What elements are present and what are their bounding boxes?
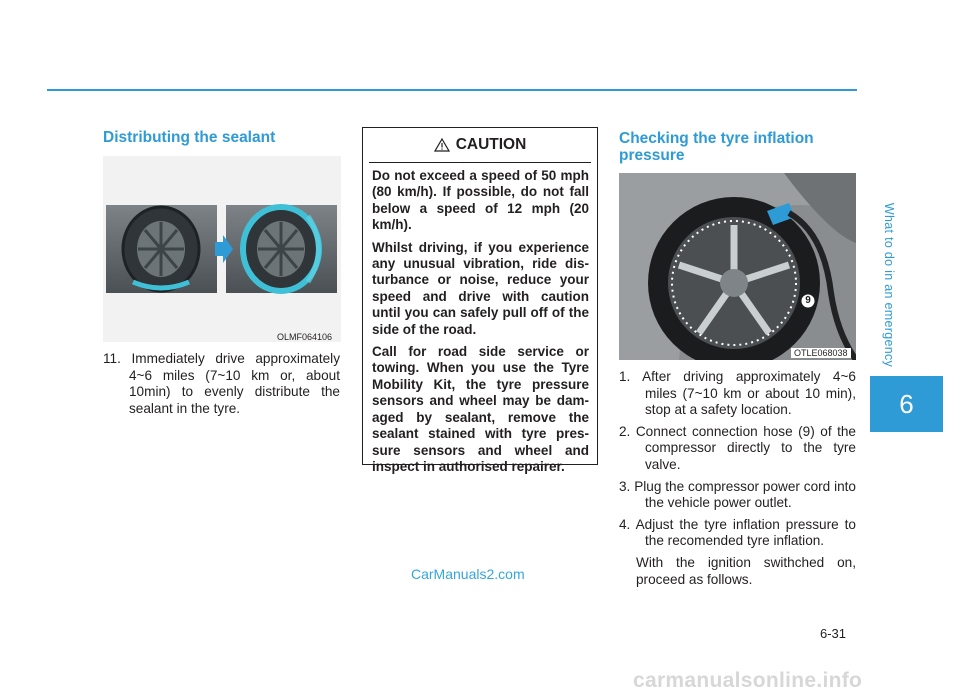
left-steps: [103, 351, 340, 422]
heading-checking-pressure: Checking the tyre inflation pressure: [619, 130, 814, 164]
caution-paragraph: Whilst driving, if you experience any unusual vibration, ride dis-turbance or noise, reduce your speed and drive with caution until you can safely pull off of the side of the road.: [372, 239, 589, 337]
figure-code: OTLE068038: [791, 348, 851, 358]
step-11: 11. Immediately drive approximately 4~6 miles (7~10 km or, about 10min) to evenly distribute the sealant in the tyre.: [103, 351, 340, 416]
caution-header: [369, 128, 591, 163]
step-3: 3. Plug the compressor power cord into the vehicle power outlet.: [619, 478, 856, 511]
caution-paragraph: Do not exceed a speed of 50 mph (80 km/h). If possible, do not fall below a speed of 12 mph (20 km/h).: [372, 168, 589, 233]
step-2: 2. Connect connection hose (9) of the compressor directly to the tyre valve.: [619, 423, 856, 472]
chapter-side-label: [875, 202, 903, 368]
figure-sealant-distribution: [103, 156, 341, 342]
right-steps: [619, 369, 856, 588]
step-1: 1. After driving approximately 4~6 miles (7~10 km or about 10 min), stop at a safety location.: [619, 369, 856, 418]
tyre-illustration: [103, 156, 341, 342]
watermark-bottom: carmanualsonline.info: [633, 669, 863, 692]
heading-distributing-sealant: Distributing the sealant: [103, 129, 276, 146]
figure-compressor-connection: [619, 173, 856, 360]
warning-triangle-icon: [434, 138, 450, 152]
step-4: 4. Adjust the tyre inflation pressure to the recomended tyre inflation.: [619, 516, 856, 549]
wheel-hose-illustration: [619, 173, 856, 360]
callout-number: 9: [805, 295, 811, 306]
step-note: With the ignition swithched on, proceed as follows.: [636, 554, 856, 587]
caution-box: [362, 127, 598, 474]
caution-paragraph: Call for road side service or towing. When you use the Tyre Mobility Kit, the tyre pressure sensors and wheel may be dam-aged by sealant, remove the sealant stained with tyre pres-sure sensors and wheel and inspect in authorised repairer.: [372, 344, 589, 474]
caution-body: [363, 163, 597, 475]
page-number: 6-31: [820, 626, 847, 641]
chapter-tab: 6: [870, 376, 943, 432]
top-rule: [47, 89, 857, 91]
watermark-link[interactable]: CarManuals2.com: [411, 566, 525, 582]
figure-code: OLMF064106: [277, 332, 333, 342]
chapter-side-label-text: What to do in an emergency: [882, 202, 897, 368]
caution-title: CAUTION: [455, 136, 527, 153]
